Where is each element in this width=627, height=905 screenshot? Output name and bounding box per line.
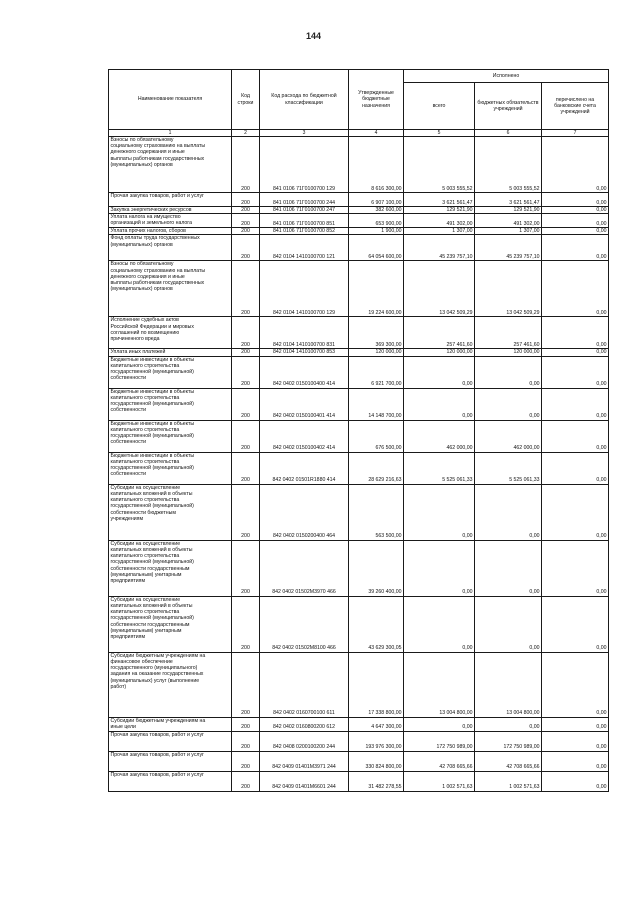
row-executed-bank: 0,00	[542, 207, 609, 214]
row-executed-obligations: 0,00	[475, 388, 542, 420]
row-code: 200	[232, 207, 260, 214]
budget-execution-table	[108, 69, 609, 792]
table-row	[109, 596, 609, 652]
row-executed-bank: 0,00	[542, 193, 609, 207]
row-executed-obligations: 13 004 800,00	[475, 652, 542, 717]
row-code: 200	[232, 420, 260, 452]
row-executed-bank: 0,00	[542, 228, 609, 235]
row-approved-amount: 676 500,00	[349, 420, 404, 452]
row-executed-total: 491 302,00	[404, 214, 475, 228]
row-kbk: 842 0402 01502M8100 466	[260, 596, 349, 652]
row-code: 200	[232, 317, 260, 349]
row-approved-amount: 4 647 300,00	[349, 717, 404, 731]
row-code: 200	[232, 540, 260, 596]
header-name: Наименование показателя	[109, 70, 232, 130]
row-code: 200	[232, 388, 260, 420]
table-row	[109, 137, 609, 193]
row-approved-amount: 28 629 216,63	[349, 452, 404, 484]
row-approved-amount: 369 300,00	[349, 317, 404, 349]
row-name: Бюджетные инвестиции в объекты капитального строительства государственной (муниципальной) собственности	[109, 420, 232, 452]
row-executed-obligations: 45 239 757,10	[475, 235, 542, 261]
column-number: 3	[260, 130, 349, 137]
row-code: 200	[232, 193, 260, 207]
row-kbk: 842 0402 01502M3970 466	[260, 540, 349, 596]
header-total: всего	[404, 83, 475, 130]
row-name: Прочая закупка товаров, работ и услуг	[109, 751, 232, 771]
row-name: Субсидии на осуществление капитальных вложений в объекты капитального строительства государственной (муниципальной) собственности государственным (муниципальным) унитарным предприятиям	[109, 596, 232, 652]
row-executed-total: 3 621 561,47	[404, 193, 475, 207]
row-approved-amount: 120 000,00	[349, 349, 404, 356]
row-executed-total: 129 521,90	[404, 207, 475, 214]
row-approved-amount: 653 900,00	[349, 214, 404, 228]
row-executed-bank: 0,00	[542, 349, 609, 356]
row-kbk: 842 0402 0150100400 414	[260, 356, 349, 388]
row-executed-total: 0,00	[404, 596, 475, 652]
table-row	[109, 717, 609, 731]
row-executed-obligations: 5 003 555,52	[475, 137, 542, 193]
row-approved-amount: 39 260 400,00	[349, 540, 404, 596]
row-approved-amount: 31 482 278,55	[349, 771, 404, 791]
table-row	[109, 317, 609, 349]
row-executed-obligations: 0,00	[475, 356, 542, 388]
row-kbk: 841 0106 71Г0100700 244	[260, 193, 349, 207]
row-executed-bank: 0,00	[542, 388, 609, 420]
table-row	[109, 356, 609, 388]
row-executed-total: 462 000,00	[404, 420, 475, 452]
row-executed-obligations: 13 042 509,29	[475, 261, 542, 317]
header-obligations: бюджетных обязательств учреждений	[475, 83, 542, 130]
row-approved-amount: 64 054 600,00	[349, 235, 404, 261]
row-executed-total: 45 239 757,10	[404, 235, 475, 261]
row-name: Бюджетные инвестиции в объекты капитального строительства государственной (муниципальной) собственности	[109, 356, 232, 388]
row-executed-bank: 0,00	[542, 356, 609, 388]
row-approved-amount: 1 900,00	[349, 228, 404, 235]
row-executed-obligations: 42 708 665,66	[475, 751, 542, 771]
row-kbk: 842 0104 1410100700 129	[260, 261, 349, 317]
row-kbk: 842 0402 01501R1880 414	[260, 452, 349, 484]
table-row	[109, 193, 609, 207]
row-approved-amount: 19 224 600,00	[349, 261, 404, 317]
row-code: 200	[232, 214, 260, 228]
row-approved-amount: 563 500,00	[349, 484, 404, 540]
row-executed-obligations: 3 621 561,47	[475, 193, 542, 207]
row-executed-obligations: 0,00	[475, 540, 542, 596]
row-approved-amount: 382 600,00	[349, 207, 404, 214]
row-approved-amount: 193 976 300,00	[349, 731, 404, 751]
row-kbk: 842 0402 0150100401 414	[260, 388, 349, 420]
table-row	[109, 235, 609, 261]
row-code: 200	[232, 349, 260, 356]
table-row	[109, 261, 609, 317]
column-number: 1	[109, 130, 232, 137]
table-row	[109, 652, 609, 717]
row-executed-bank: 0,00	[542, 420, 609, 452]
row-name: Бюджетные инвестиции в объекты капитального строительства государственной (муниципальной) собственности	[109, 452, 232, 484]
table-row	[109, 420, 609, 452]
table-row	[109, 540, 609, 596]
row-kbk: 842 0104 1410100700 121	[260, 235, 349, 261]
table-row	[109, 452, 609, 484]
row-name: Прочая закупка товаров, работ и услуг	[109, 771, 232, 791]
row-name: Субсидии бюджетным учреждениям на финансовое обеспечение государственного (муниципального) задания на оказание государственных (муниципальных) услуг (выполнение работ)	[109, 652, 232, 717]
row-executed-obligations: 1 002 571,63	[475, 771, 542, 791]
row-name: Закупка энергетических ресурсов	[109, 207, 232, 214]
row-executed-obligations: 129 521,90	[475, 207, 542, 214]
row-approved-amount: 330 824 800,00	[349, 751, 404, 771]
row-executed-obligations: 1 307,00	[475, 228, 542, 235]
header-code: Код строки	[232, 70, 260, 130]
row-executed-bank: 0,00	[542, 771, 609, 791]
row-executed-total: 120 000,00	[404, 349, 475, 356]
row-executed-bank: 0,00	[542, 235, 609, 261]
row-executed-bank: 0,00	[542, 137, 609, 193]
row-executed-obligations: 172 750 989,00	[475, 731, 542, 751]
row-kbk: 842 0408 0200100200 244	[260, 731, 349, 751]
row-kbk: 841 0106 71Г0100700 852	[260, 228, 349, 235]
row-name: Прочая закупка товаров, работ и услуг	[109, 193, 232, 207]
row-executed-total: 0,00	[404, 717, 475, 731]
row-executed-total: 1 002 571,63	[404, 771, 475, 791]
header-executed: Исполнено	[404, 70, 609, 83]
row-executed-bank: 0,00	[542, 317, 609, 349]
row-executed-bank: 0,00	[542, 452, 609, 484]
row-executed-bank: 0,00	[542, 214, 609, 228]
row-code: 200	[232, 261, 260, 317]
row-name: Взносы по обязательному социальному страхованию на выплаты денежного содержания и иные выплаты работникам государственных (муниципальных) органов	[109, 261, 232, 317]
row-kbk: 842 0409 01401M3971 244	[260, 751, 349, 771]
row-executed-bank: 0,00	[542, 717, 609, 731]
row-name: Субсидии бюджетным учреждениям на иные цели	[109, 717, 232, 731]
row-executed-obligations: 120 000,00	[475, 349, 542, 356]
header-approved: Утвержденные бюджетные назначения	[349, 70, 404, 130]
table-row	[109, 207, 609, 214]
row-code: 200	[232, 717, 260, 731]
row-executed-total: 0,00	[404, 540, 475, 596]
table-row	[109, 731, 609, 751]
table-row	[109, 771, 609, 791]
row-code: 200	[232, 452, 260, 484]
column-number: 7	[542, 130, 609, 137]
column-number-row	[109, 130, 609, 137]
row-executed-bank: 0,00	[542, 731, 609, 751]
row-executed-bank: 0,00	[542, 751, 609, 771]
row-approved-amount: 14 148 700,00	[349, 388, 404, 420]
table-row	[109, 484, 609, 540]
row-kbk: 842 0402 0160700100 611	[260, 652, 349, 717]
row-name: Бюджетные инвестиции в объекты капитального строительства государственной (муниципальной) собственности	[109, 388, 232, 420]
row-name: Субсидии на осуществление капитальных вложений в объекты капитального строительства государственной (муниципальной) собственности государственным (муниципальным) унитарным предприятиям	[109, 540, 232, 596]
row-name: Исполнение судебных актов Российской Федерации и мировых соглашений по возмещению причиненного вреда	[109, 317, 232, 349]
row-executed-obligations: 5 525 061,33	[475, 452, 542, 484]
row-executed-total: 0,00	[404, 356, 475, 388]
row-kbk: 841 0106 71Г0100700 129	[260, 137, 349, 193]
row-executed-total: 172 750 989,00	[404, 731, 475, 751]
row-name: Фонд оплаты труда государственных (муниципальных) органов	[109, 235, 232, 261]
row-kbk: 842 0402 0150200400 464	[260, 484, 349, 540]
row-name: Уплата налога на имущество организаций и земельного налога	[109, 214, 232, 228]
row-executed-obligations: 462 000,00	[475, 420, 542, 452]
row-kbk: 842 0402 0150100402 414	[260, 420, 349, 452]
row-code: 200	[232, 484, 260, 540]
row-executed-obligations: 0,00	[475, 717, 542, 731]
row-name: Уплата прочих налогов, сборов	[109, 228, 232, 235]
column-number: 4	[349, 130, 404, 137]
row-code: 200	[232, 771, 260, 791]
row-executed-total: 1 307,00	[404, 228, 475, 235]
column-number: 6	[475, 130, 542, 137]
row-approved-amount: 17 338 800,00	[349, 652, 404, 717]
page-number: 144	[305, 31, 322, 41]
row-code: 200	[232, 235, 260, 261]
row-executed-total: 5 525 061,33	[404, 452, 475, 484]
row-code: 200	[232, 596, 260, 652]
column-number: 2	[232, 130, 260, 137]
row-code: 200	[232, 137, 260, 193]
row-name: Субсидии на осуществление капитальных вложений в объекты капитального строительства государственной (муниципальной) собственности бюджетным учреждениям	[109, 484, 232, 540]
row-code: 200	[232, 751, 260, 771]
row-executed-total: 257 461,60	[404, 317, 475, 349]
column-number: 5	[404, 130, 475, 137]
header-bank: перечислено на банковские счета учреждений	[542, 83, 609, 130]
row-approved-amount: 6 921 700,00	[349, 356, 404, 388]
table-row	[109, 751, 609, 771]
table-row	[109, 214, 609, 228]
row-executed-obligations: 491 302,00	[475, 214, 542, 228]
row-kbk: 841 0106 71Г0100700 851	[260, 214, 349, 228]
row-approved-amount: 6 907 100,00	[349, 193, 404, 207]
row-name: Прочая закупка товаров, работ и услуг	[109, 731, 232, 751]
row-kbk: 842 0402 0160800200 612	[260, 717, 349, 731]
row-executed-total: 42 708 665,66	[404, 751, 475, 771]
row-approved-amount: 8 616 300,00	[349, 137, 404, 193]
row-executed-obligations: 0,00	[475, 596, 542, 652]
row-code: 200	[232, 356, 260, 388]
row-executed-bank: 0,00	[542, 652, 609, 717]
table-row	[109, 349, 609, 356]
row-executed-total: 0,00	[404, 388, 475, 420]
row-executed-bank: 0,00	[542, 540, 609, 596]
row-name: Уплата иных платежей	[109, 349, 232, 356]
row-approved-amount: 43 629 300,05	[349, 596, 404, 652]
row-executed-total: 13 004 800,00	[404, 652, 475, 717]
row-kbk: 841 0106 71Г0100700 247	[260, 207, 349, 214]
row-executed-obligations: 0,00	[475, 484, 542, 540]
row-executed-total: 13 042 509,29	[404, 261, 475, 317]
row-executed-bank: 0,00	[542, 484, 609, 540]
header-kbk: Код расхода по бюджетной классификации	[260, 70, 349, 130]
row-kbk: 842 0104 1410100700 831	[260, 317, 349, 349]
row-code: 200	[232, 731, 260, 751]
table-row	[109, 388, 609, 420]
row-kbk: 842 0409 01401M6601 244	[260, 771, 349, 791]
row-executed-bank: 0,00	[542, 261, 609, 317]
row-name: Взносы по обязательному социальному страхованию на выплаты денежного содержания и иные выплаты работникам государственных (муниципальных) органов	[109, 137, 232, 193]
row-executed-total: 0,00	[404, 484, 475, 540]
table-row	[109, 228, 609, 235]
row-executed-obligations: 257 461,60	[475, 317, 542, 349]
row-code: 200	[232, 228, 260, 235]
row-executed-total: 5 003 555,52	[404, 137, 475, 193]
row-executed-bank: 0,00	[542, 596, 609, 652]
row-kbk: 842 0104 1410100700 853	[260, 349, 349, 356]
row-code: 200	[232, 652, 260, 717]
